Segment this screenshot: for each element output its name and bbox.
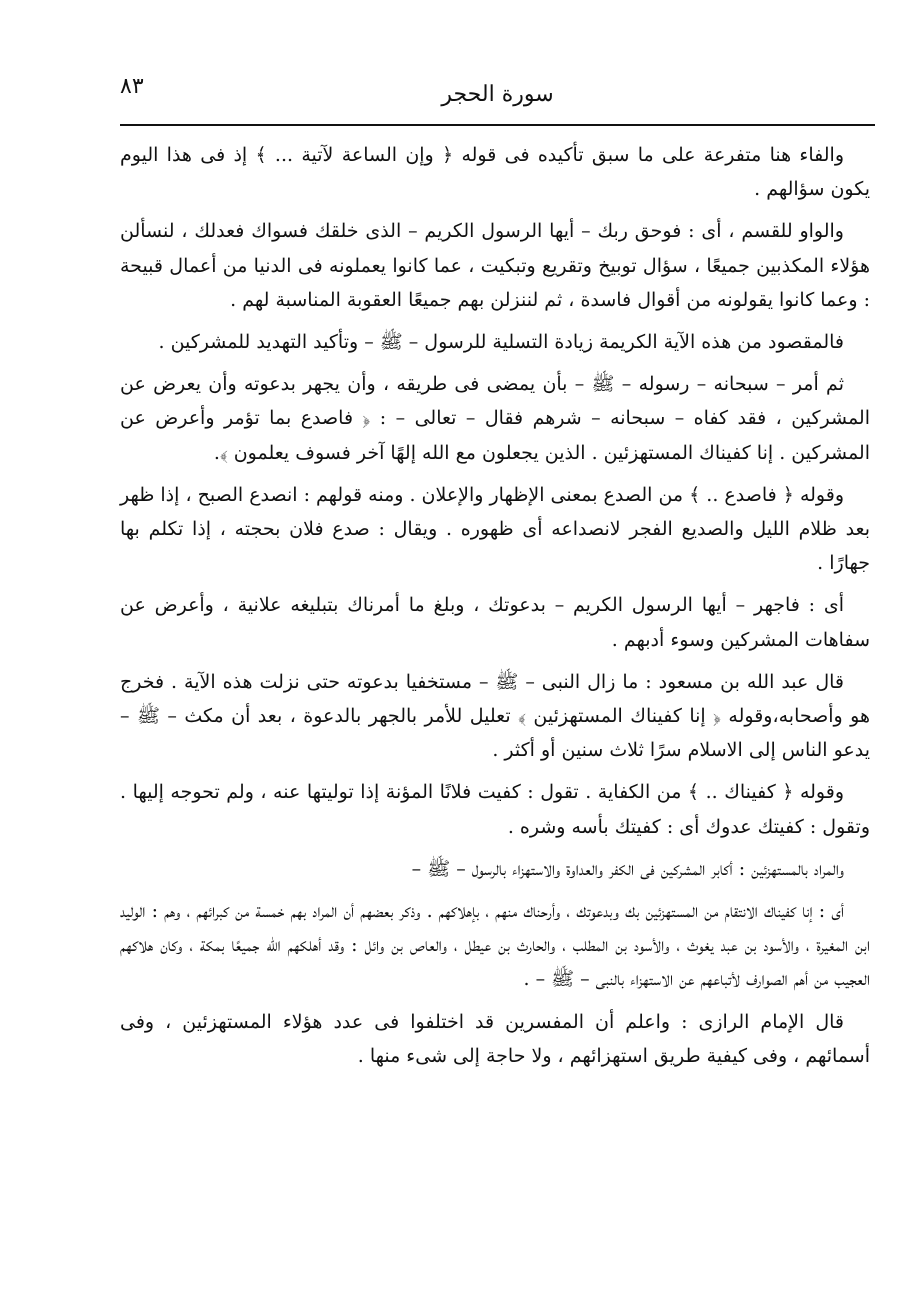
paragraph: ثم أمر – سبحانه – رسوله – ﷺ – بأن يمضى فى طريقه ، وأن يجهر بدعوته وأن يعرض عن المشركين ، فقد كفاه – سبحانه – شرهم فقال – تعالى – : ﴿ فاصدع بما تؤمر وأعرض عن المشركين . إنا كفيناك المستهزئين . الذين يجعلون مع الله إلهًا آخر فسوف يعلمون ﴾. (120, 373, 870, 464)
paragraph: فالمقصود من هذه الآية الكريمة زيادة التسلية للرسول – ﷺ – وتأكيد التهديد للمشركين . (158, 331, 844, 354)
paragraph: والمراد بالمستهزئين : أكابر المشركين فى الكفر والعداوة والاستهزاء بالرسول – ﷺ – (411, 857, 844, 880)
page-number: ٨٣ (120, 74, 144, 99)
paragraph: قال الإمام الرازى : واعلم أن المفسرين قد اختلفوا فى عدد هؤلاء المستهزئين ، وفى أسمائهم ، وفى كيفية طريق استهزائهم ، ولا حاجة إلى شىء منها . (120, 1010, 870, 1067)
page-header (120, 68, 875, 124)
paragraph: أى : فاجهر – أيها الرسول الكريم – بدعوتك ، وبلغ ما أمرناك بتبليغه علانية ، وأعرض عن سفاهات المشركين وسوء أدبهم . (120, 594, 870, 651)
paragraph: قال عبد الله بن مسعود : ما زال النبى – ﷺ – مستخفيا بدعوته حتى نزلت هذه الآية . فخرج هو وأصحابه،وقوله ﴿ إنا كفيناك المستهزئين ﴾ تعليل للأمر بالجهر بالدعوة ، بعد أن مكث – ﷺ – يدعو الناس إلى الاسلام سرًا ثلاث سنين أو أكثر . (120, 670, 871, 762)
paragraph: وقوله ﴿ فاصدع .. ﴾ من الصدع بمعنى الإظهار والإعلان . ومنه قولهم : انصدع الصبح ، إذا ظهر بعد ظلام الليل والصديع الفجر لانصداعه أى ظهوره . ويقال : صدع فلان بحجته ، إذا تكلم بها جهارًا . (119, 483, 870, 575)
paragraph: والفاء هنا متفرعة على ما سبق تأكيده فى قوله ﴿ وإن الساعة لآتية ... ﴾ إذ فى هذا اليوم يكون سؤالهم . (120, 144, 870, 201)
paragraph: والواو للقسم ، أى : فوحق ربك – أيها الرسول الكريم – الذى خلقك فسواك فعدلك ، لنسألن هؤلاء المكذبين جميعًا ، سؤال توبيخ وتقريع وتبكيت ، عما كانوا يعملونه فى الدنيا من أعمال قبيحة : وعما كانوا يقولونه من أقوال فاسدة ، ثم لننزلن بهم جميعًا العقوبة المناسبة لهم . (120, 220, 870, 311)
paragraph: وقوله ﴿ كفيناك .. ﴾ من الكفاية . تقول : كفيت فلانًا المؤنة إذا توليتها عنه ، ولم تحوجه إليها . وتقول : كفيتك عدوك أى : كفيتك بأسه وشره . (120, 781, 870, 838)
header-divider (120, 124, 875, 126)
page-body (120, 138, 870, 1081)
paragraph: أى : إنا كفيناك الانتقام من المستهزئين بك وبدعوتك ، وأرحناك منهم ، بإهلاكهم . وذكر بعضهم أن المراد بهم خمسة من كبرائهم ، وهم : الوليد ابن المغيرة ، والأسود بن عبد يغوث ، والأسود بن المطلب ، والحارث بن عيطل ، والعاص بن وائل : وقد أهلكهم الله جميعًا بمكة ، وكان هلاكهم العجيب من أهم الصوارف لأتباعهم عن الاستهزاء بالنبى – ﷺ – . (120, 900, 870, 991)
surah-title: سورة الحجر (441, 82, 554, 107)
